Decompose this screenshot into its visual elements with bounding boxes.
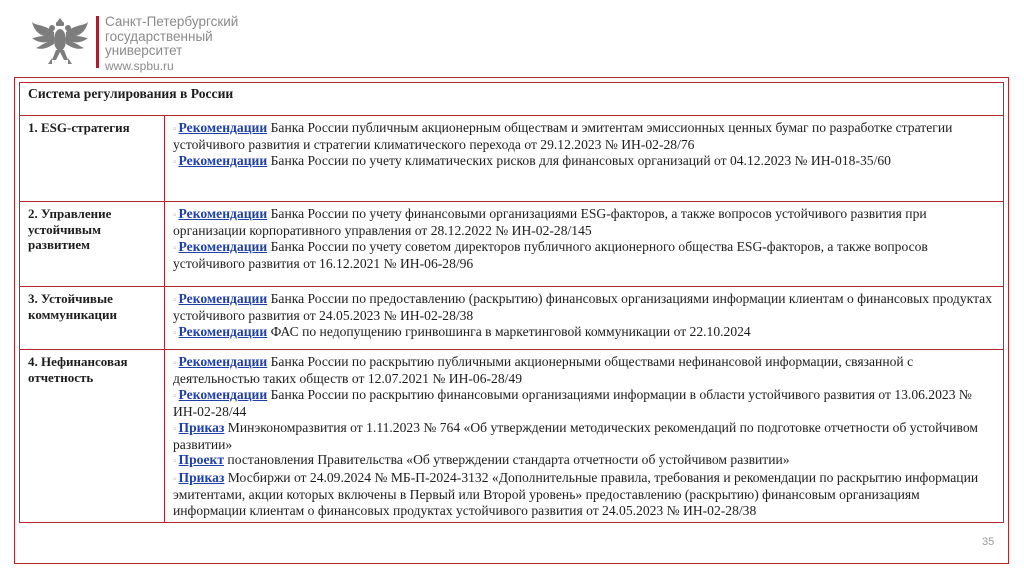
list-item: ▫ Рекомендации Банка России по учету советом директоров публичного акционерного общества ESG-факторов, а также вопросов устойчивого развития от 16.12.2021 № ИН-06-28/96 xyxy=(173,238,928,272)
content-cell xyxy=(165,287,1004,350)
item-text: постановления Правительства «Об утверждении стандарта отчетности об устойчивом развитии» xyxy=(224,452,790,468)
header xyxy=(0,0,1024,80)
document-link[interactable]: Рекомендации xyxy=(178,206,268,221)
university-line: государственный xyxy=(105,28,213,44)
document-link[interactable]: Рекомендации xyxy=(178,386,268,402)
double-eagle-emblem-icon xyxy=(30,14,90,68)
content-cell xyxy=(165,350,1004,523)
item-text: Банка России по раскрытию публичными акционерными обществами нефинансовой информации, связанной с деятельностью таких обществ от 12.07.2021 № ИН-06-28/49 xyxy=(173,354,914,387)
document-link[interactable]: Проект xyxy=(178,452,225,468)
university-line: университет xyxy=(105,43,183,58)
list-item: ▫ Рекомендации Банка России по учету климатических рисков для финансовых организаций от 04.12.2023 № ИН-018-35/60 xyxy=(173,152,891,168)
item-text: Банка России по учету советом директоров публичного акционерного общества ESG-факторов, а также вопросов устойчивого развития от 16.12.2021 № ИН-06-28/96 xyxy=(173,238,928,272)
university-line: Санкт-Петербургский xyxy=(105,14,239,29)
university-name xyxy=(105,15,238,73)
regulation-table xyxy=(19,82,1004,523)
list-item: ▫ Приказ Минэкономразвития от 1.11.2023 № 764 «Об утверждении методических рекомендаций по подготовке отчетности об устойчивом развитии» xyxy=(173,419,978,453)
content-cell xyxy=(165,202,1004,287)
list-item: ▫ Рекомендации Банка России публичным акционерным обществам и эмитентам эмиссионных ценных бумаг по разработке стратегии устойчивого развития и стратегии климатического перехода от 29.12.2023 № ИН-02-28/76 xyxy=(173,120,953,153)
table-row xyxy=(20,202,1004,287)
table-row xyxy=(20,350,1004,523)
category-cell: 1. ESG-стратегия xyxy=(20,116,165,202)
list-item: ▫ Рекомендации ФАС по недопущению гринвошинга в маркетинговой коммуникации от 22.10.2024 xyxy=(173,323,751,339)
item-text: ФАС по недопущению гринвошинга в маркетинговой коммуникации от 22.10.2024 xyxy=(267,323,751,339)
document-link[interactable]: Рекомендации xyxy=(178,323,268,339)
university-url[interactable]: www.spbu.ru xyxy=(105,58,174,73)
category-cell: 3. Устойчивые коммуникации xyxy=(20,287,165,350)
list-item: ▫ Рекомендации Банка России по учету финансовыми организациями ESG-факторов, а также вопросов устойчивого развития при организации корпоративного управления от 28.12.2022 № ИН-02-28/145 xyxy=(173,206,927,239)
table-title: Система регулирования в России xyxy=(20,83,1004,116)
list-item: ▫ Приказ Мосбиржи от 24.09.2024 № МБ-П-2024-3132 «Дополнительные правила, требования и рекомендации по раскрытию информации эмитентами, акции которых включены в Первый или Второй уровень» предоставлению (раскрытию) финансовым организациям информации клиентам о финансовых продуктах устойчивого развития от 24.05.2023 № ИН-02-28/38 xyxy=(173,469,979,518)
accent-bar xyxy=(96,16,99,68)
item-text: Банка России по учету климатических рисков для финансовых организаций от 04.12.2023 № ИН-018-35/60 xyxy=(267,152,891,168)
item-text: Банка России по предоставлению (раскрытию) финансовых организациями информации клиентам о финансовых продуктах устойчивого развития от 24.05.2023 № ИН-02-28/38 xyxy=(173,291,993,324)
item-text: Банка России по раскрытию финансовыми организациями информации в области устойчивого развития от 13.06.2023 № ИН-02-28/44 xyxy=(173,386,972,420)
document-link[interactable]: Рекомендации xyxy=(178,238,268,254)
document-link[interactable]: Рекомендации xyxy=(178,291,268,306)
document-link[interactable]: Приказ xyxy=(178,419,225,435)
category-cell: 2. Управление устойчивым развитием xyxy=(20,202,165,287)
document-link[interactable]: Рекомендации xyxy=(178,152,268,168)
table-row xyxy=(20,116,1004,202)
page-number: 35 xyxy=(982,536,995,548)
content-cell xyxy=(165,116,1004,202)
list-item: ▫ Рекомендации Банка России по раскрытию финансовыми организациями информации в области устойчивого развития от 13.06.2023 № ИН-02-28/44 xyxy=(173,386,972,420)
document-link[interactable]: Рекомендации xyxy=(178,354,268,369)
item-text: Мосбиржи от 24.09.2024 № МБ-П-2024-3132 «Дополнительные правила, требования и рекомендации по раскрытию информации эмитентами, акции которых включены в Первый или Второй уровень» предоставлению (раскрытию) финансовым организациям информации клиентам о финансовых продуктах устойчивого развития от 24.05.2023 № ИН-02-28/38 xyxy=(173,469,979,518)
item-text: Минэкономразвития от 1.11.2023 № 764 «Об утверждении методических рекомендаций по подготовке отчетности об устойчивом развитии» xyxy=(173,419,978,453)
table-row xyxy=(20,287,1004,350)
item-text: Банка России публичным акционерным обществам и эмитентам эмиссионных ценных бумаг по разработке стратегии устойчивого развития и стратегии климатического перехода от 29.12.2023 № ИН-02-28/76 xyxy=(173,120,953,153)
category-cell: 4. Нефинансовая отчетность xyxy=(20,350,165,523)
item-text: Банка России по учету финансовыми организациями ESG-факторов, а также вопросов устойчивого развития при организации корпоративного управления от 28.12.2022 № ИН-02-28/145 xyxy=(173,206,927,239)
document-link[interactable]: Рекомендации xyxy=(178,120,268,135)
list-item: ▫ Рекомендации Банка России по раскрытию публичными акционерными обществами нефинансовой информации, связанной с деятельностью таких обществ от 12.07.2021 № ИН-06-28/49 xyxy=(173,354,914,387)
list-item: ▫ Проект постановления Правительства «Об утверждении стандарта отчетности об устойчивом развитии» xyxy=(173,452,790,468)
document-link[interactable]: Приказ xyxy=(178,469,225,485)
list-item: ▫ Рекомендации Банка России по предоставлению (раскрытию) финансовых организациями информации клиентам о финансовых продуктах устойчивого развития от 24.05.2023 № ИН-02-28/38 xyxy=(173,291,993,324)
